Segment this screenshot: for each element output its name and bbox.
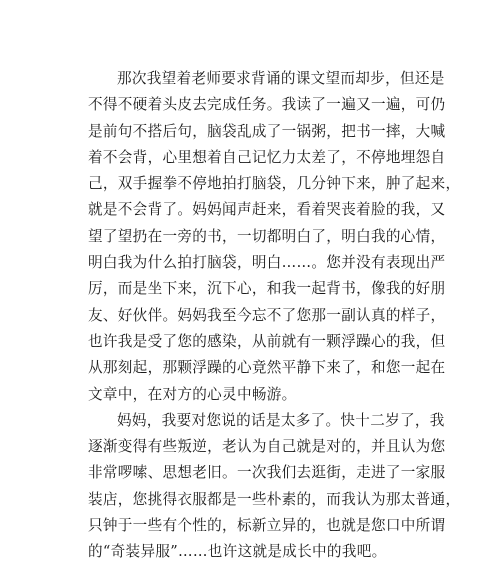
text-line: 明白我为什么拍打脑袋，明白……。您并没有表现出严 — [88, 254, 446, 272]
paragraph-1 — [88, 66, 461, 408]
essay-text — [88, 66, 461, 566]
text-line: 不得不硬着头皮去完成任务。我读了一遍又一遍，可仍 — [88, 96, 446, 114]
text-line: 文章中，在对方的心灵中畅游。 — [88, 385, 297, 403]
text-line: 友、好伙伴。妈妈我至今忘不了您那一副认真的样子， — [88, 306, 446, 324]
text-line: 逐渐变得有些叛逆，老认为自己就是对的，并且认为您 — [88, 438, 446, 456]
text-line: 那次我望着老师要求背诵的课文望而却步，但还是 — [117, 70, 445, 87]
text-line: 也许我是受了您的感染，从前就有一颗浮躁心的我，但 — [88, 332, 446, 350]
text-line: 着不会背，心里想着自己记忆力太差了，不停地埋怨自 — [88, 148, 446, 166]
text-line: 从那刻起，那颗浮躁的心竟然平静下来了，和您一起在 — [88, 359, 446, 377]
text-line: 妈妈，我要对您说的话是太多了。快十二岁了，我 — [117, 411, 445, 429]
text-line: 装店，您挑得衣服都是一些朴素的，而我认为那太普通， — [88, 490, 461, 508]
text-line: 望了望扔在一旁的书，一切都明白了，明白我的心情， — [88, 227, 446, 245]
text-line: 己，双手握拳不停地拍打脑袋，几分钟下来，肿了起来， — [88, 175, 461, 193]
text-line: 厉，而是坐下来，沉下心，和我一起背书，像我的好朋 — [88, 280, 446, 298]
paragraph-2 — [88, 408, 461, 566]
text-line: 是前句不搭后句，脑袋乱成了一锅粥，把书一摔，大喊 — [88, 122, 446, 140]
text-line: 只钟于一些有个性的，标新立异的，也就是您口中所谓 — [88, 517, 446, 535]
text-line: 就是不会背了。妈妈闻声赶来，看着哭丧着脸的我，又 — [88, 201, 446, 219]
text-line: 非常啰嗦、思想老旧。一次我们去逛街，走进了一家服 — [88, 464, 446, 482]
text-line: 的“奇装异服”……也许这就是成长中的我吧。 — [88, 543, 387, 561]
